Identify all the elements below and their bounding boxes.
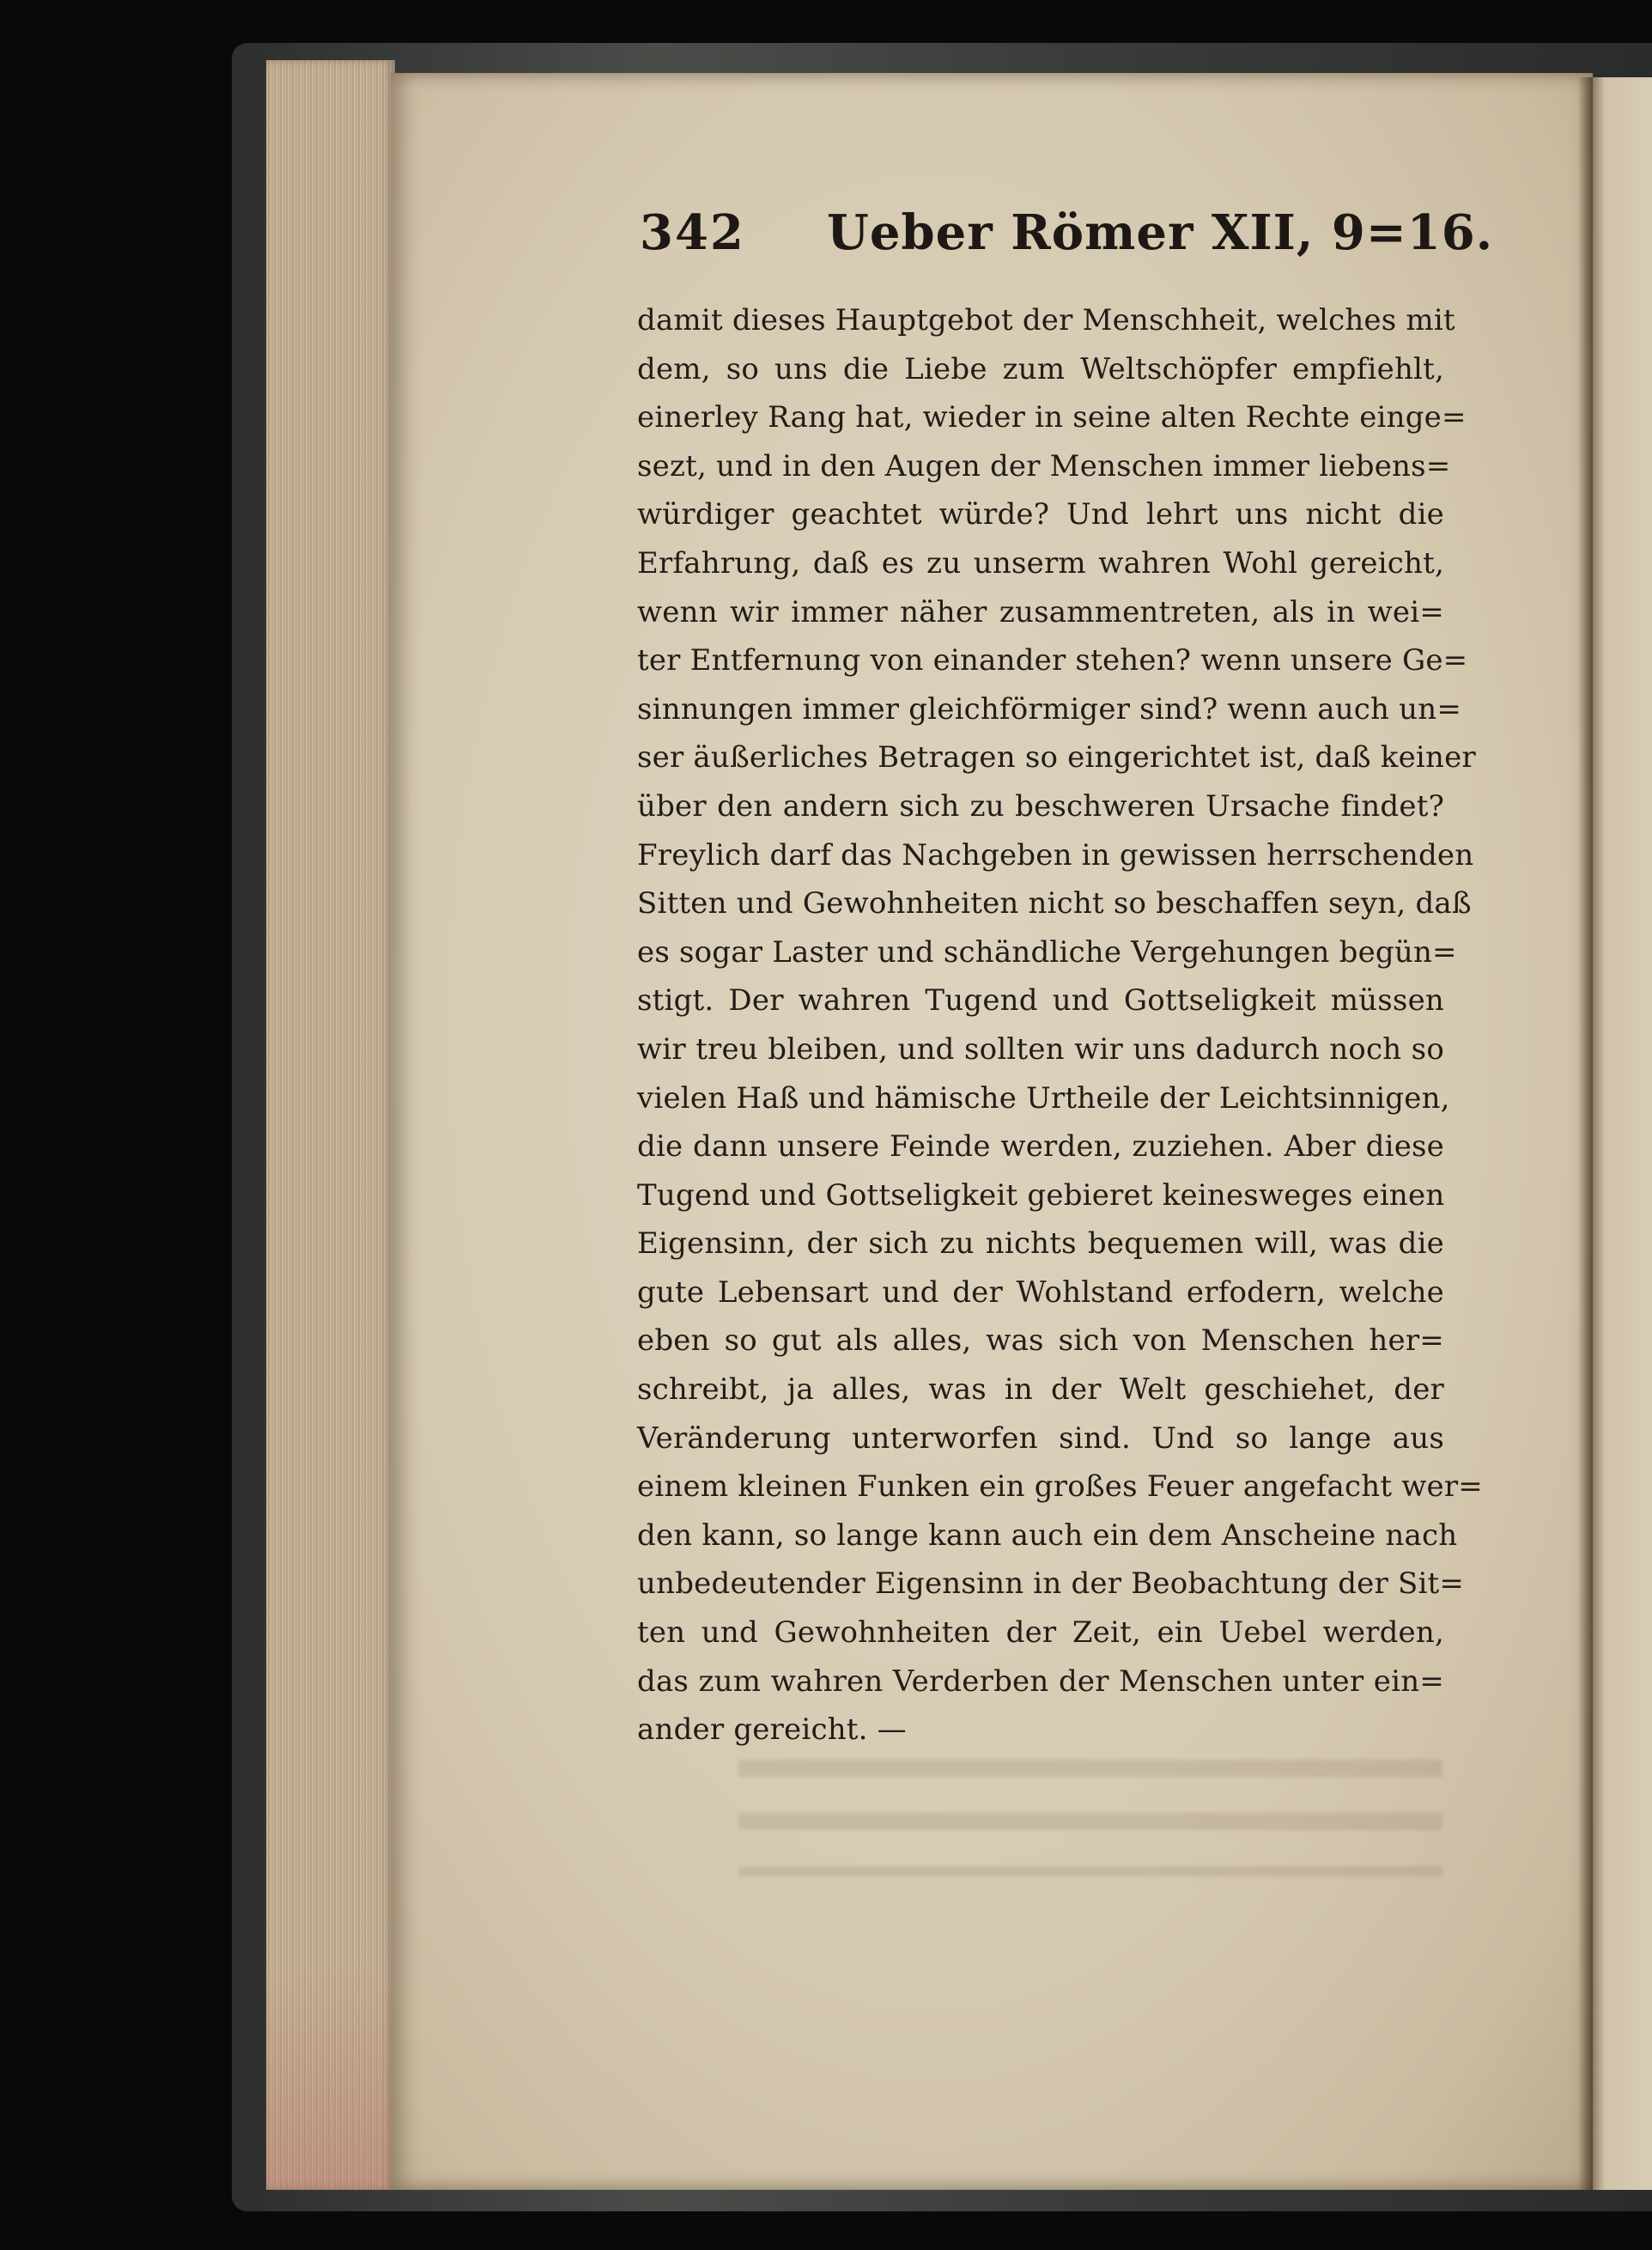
text-line: ander gereicht. — xyxy=(637,1712,907,1748)
text-line: es sogar Laster und schändliche Vergehungen begün= xyxy=(637,934,1457,970)
text-line: Freylich darf das Nachgeben in gewissen herrschenden xyxy=(637,837,1474,873)
text-line: einem kleinen Funken ein großes Feuer angefacht wer= xyxy=(637,1469,1483,1505)
text-line: sezt, und in den Augen der Menschen immer liebens= xyxy=(637,448,1451,483)
text-line: ser äußerliches Betragen so eingerichtet ist, daß keiner xyxy=(637,740,1476,775)
text-line: Veränderung unterworfen sind. Und so lange aus xyxy=(637,1420,1444,1456)
text-line: stigt. Der wahren Tugend und Gottseligkeit müssen xyxy=(637,983,1444,1019)
facing-page-edge xyxy=(1593,77,1652,2190)
text-line: das zum wahren Verderben der Menschen unter ein= xyxy=(637,1663,1444,1699)
text-line: über den andern sich zu beschweren Ursache findet? xyxy=(637,788,1444,824)
running-header xyxy=(640,204,1507,273)
text-line: Tugend und Gottseligkeit gebieret keinesweges einen xyxy=(637,1177,1445,1213)
text-line: Erfahrung, daß es zu unserm wahren Wohl gereicht, xyxy=(637,545,1444,581)
text-line: vielen Haß und hämische Urtheile der Leichtsinnigen, xyxy=(637,1080,1450,1116)
text-line: eben so gut als alles, was sich von Menschen her= xyxy=(637,1323,1444,1359)
text-line: gute Lebensart und der Wohlstand erfodern, welche xyxy=(637,1274,1444,1310)
body-text xyxy=(637,296,1483,1754)
text-line: die dann unsere Feinde werden, zuziehen. Aber diese xyxy=(637,1129,1444,1165)
text-line: schreibt, ja alles, was in der Welt geschiehet, der xyxy=(637,1372,1444,1408)
text-line: den kann, so lange kann auch ein dem Anscheine nach xyxy=(637,1517,1458,1553)
text-line: Sitten und Gewohnheiten nicht so beschaffen seyn, daß xyxy=(637,886,1472,921)
text-line: sinnungen immer gleichförmiger sind? wenn auch un= xyxy=(637,691,1462,727)
text-line: einerley Rang hat, wieder in seine alten Rechte einge= xyxy=(637,400,1467,435)
text-line: ter Entfernung von einander stehen? wenn unsere Ge= xyxy=(637,643,1468,678)
show-through xyxy=(738,1748,1442,1876)
text-line: würdiger geachtet würde? Und lehrt uns nicht die xyxy=(637,497,1444,532)
running-title: Ueber Römer XII, 9=16. xyxy=(827,204,1494,261)
text-line: wenn wir immer näher zusammentreten, als in wei= xyxy=(637,594,1444,629)
text-line: ten und Gewohnheiten der Zeit, ein Uebel werden, xyxy=(637,1615,1444,1651)
page-edges xyxy=(266,60,395,2190)
text-line: damit dieses Hauptgebot der Menschheit, welches mit xyxy=(637,303,1455,338)
text-line: wir treu bleiben, und sollten wir uns dadurch noch so xyxy=(637,1031,1444,1067)
text-line: Eigensinn, der sich zu nichts bequemen will, was die xyxy=(637,1226,1444,1262)
text-line: dem, so uns die Liebe zum Weltschöpfer empfiehlt, xyxy=(637,351,1444,386)
text-line: unbedeutender Eigensinn in der Beobachtung der Sit= xyxy=(637,1566,1465,1602)
page-number: 342 xyxy=(640,204,745,261)
